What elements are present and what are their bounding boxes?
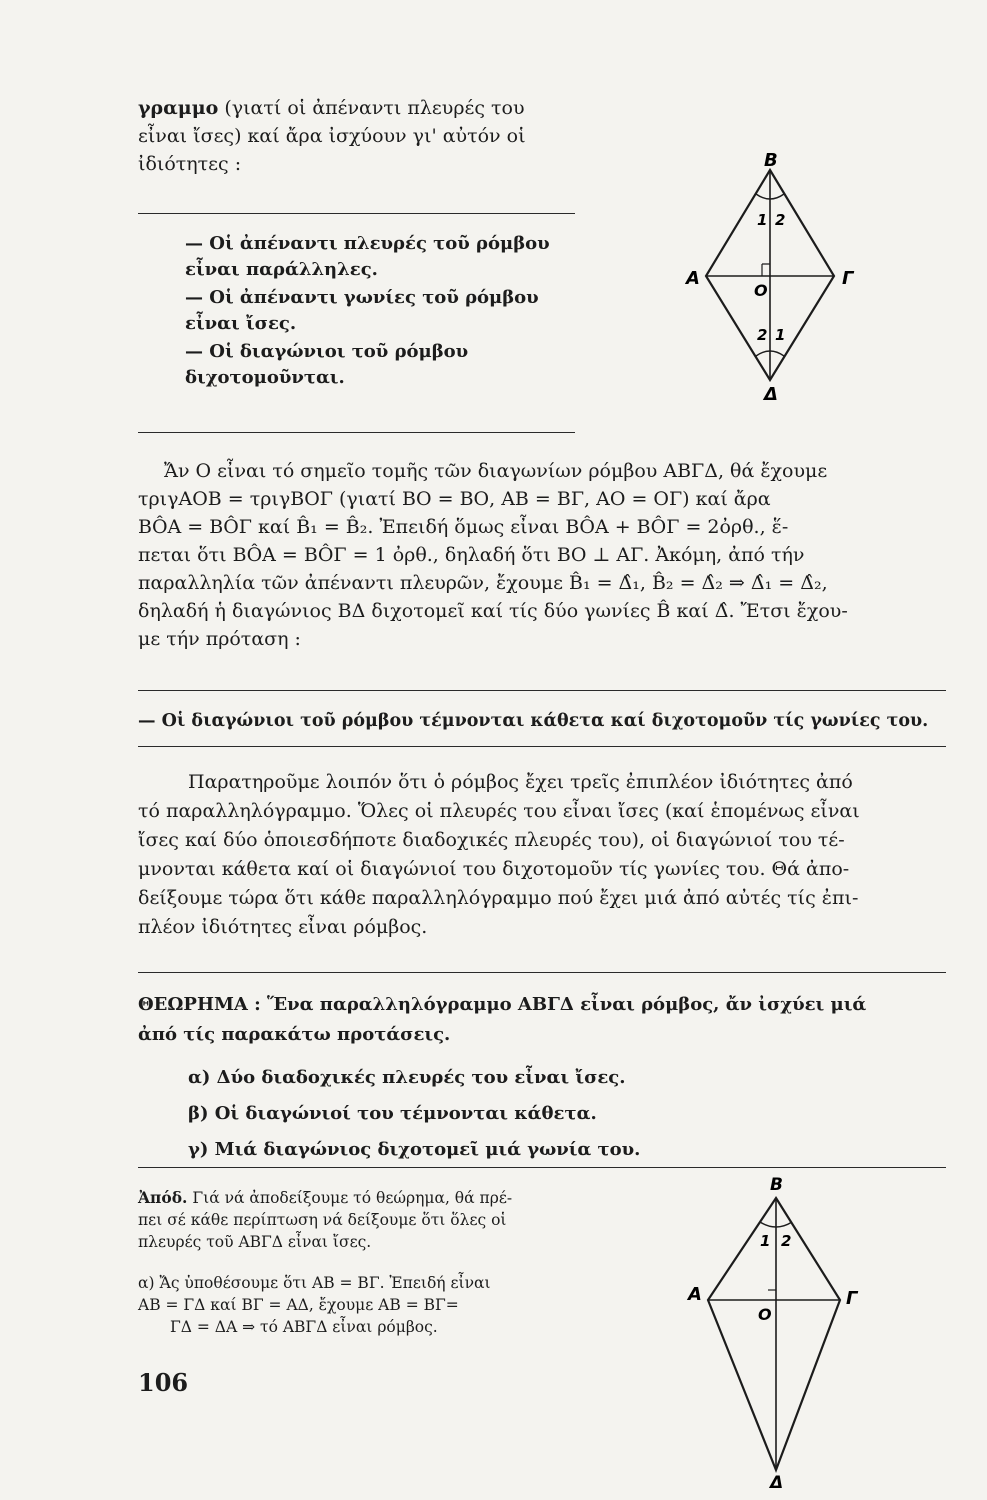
intro-line3: ἰδιότητες :	[138, 153, 242, 175]
intro-word: γραμμο	[138, 97, 219, 119]
apod-line: Γιά νά ἀποδείξουμε τό θεώρημα, θά πρέ-	[187, 1189, 513, 1207]
vertex-b-label: B	[764, 150, 778, 171]
proof-line: τριγΑΟΒ = τριγΒΟΓ (γιατί ΒΟ = ΒΟ, ΑΒ = ΒΓ, ΑΟ = ΟΓ) καί ἄρα	[138, 488, 771, 510]
divider	[138, 1167, 946, 1168]
rhombus-outline	[708, 1198, 840, 1470]
case-a-line: α) Ἄς ὑποθέσουμε ὅτι ΑΒ = ΒΓ. Ἐπειδή εἶναι	[138, 1274, 491, 1292]
angle-d1-label: 1	[775, 326, 786, 344]
angle-b1-label: 1	[757, 211, 768, 229]
property-item: — Οἱ διαγώνιοι τοῦ ρόμβου διχοτομοῦνται.	[185, 341, 469, 388]
vertex-g-label: Γ	[846, 1288, 858, 1309]
vertex-d-label: Δ	[770, 1473, 784, 1492]
apod-case-a	[138, 1272, 598, 1338]
theorem-text: Ἕνα παραλληλόγραμμο ΑΒΓΔ εἶναι ρόμβος, ἄν ἰσχύει μιά	[260, 994, 867, 1015]
apod-line: πει σέ κάθε περίπτωση νά δείξουμε ὅτι ὅλες οἱ	[138, 1211, 507, 1229]
theorem-item: α) Δύο διαδοχικές πλευρές του εἶναι ἴσες.	[188, 1067, 626, 1088]
intro-paragraph	[138, 94, 588, 178]
property-item: — Οἱ ἀπέναντι πλευρές τοῦ ρόμβου εἶναι παράλληλες.	[185, 233, 550, 280]
theorem-text-line2: ἀπό τίς παρακάτω προτάσεις.	[138, 1024, 451, 1045]
angle-b2-label: 2	[775, 211, 786, 229]
divider	[138, 432, 575, 433]
intro-line1: (γιατί οἱ ἀπέναντι πλευρές του	[218, 97, 525, 119]
proof-line: με τήν πρόταση :	[138, 628, 301, 650]
page-number: 106	[138, 1368, 189, 1397]
observation-line: πλέον ἰδιότητες εἶναι ρόμβος.	[138, 916, 428, 938]
proof-line: παραλληλία τῶν ἀπέναντι πλευρῶν, ἔχουμε B̂₁ = Δ̂₁, B̂₂ = Δ̂₂ ⇒ Δ̂₁ = Δ̂₂,	[138, 572, 828, 594]
divider	[138, 746, 946, 747]
divider	[138, 213, 575, 214]
theorem-block	[138, 990, 946, 1050]
vertex-d-label: Δ	[764, 384, 778, 405]
rhombus-figure-2	[672, 1172, 882, 1492]
proof-line: Ἄν Ο εἶναι τό σημεῖο τομῆς τῶν διαγωνίων ρόμβου ΑΒΓΔ, θά ἔχουμε	[164, 460, 828, 482]
observation-line: τό παραλληλόγραμμο. Ὅλες οἱ πλευρές του εἶναι ἴσες (καί ἑπομένως εἶναι	[138, 800, 860, 822]
vertex-a-label: A	[686, 268, 700, 289]
property-item: — Οἱ ἀπέναντι γωνίες τοῦ ρόμβου εἶναι ἴσες.	[185, 287, 539, 334]
proof-paragraph	[138, 457, 946, 653]
rhombus-figure	[672, 148, 872, 408]
case-a-line: ΓΔ = ΔΑ ⇒ τό ΑΒΓΔ εἶναι ρόμβος.	[170, 1318, 438, 1336]
apod-line: πλευρές τοῦ ΑΒΓΔ εἶναι ἴσες.	[138, 1233, 372, 1251]
vertex-a-label: A	[688, 1284, 702, 1305]
observation-line: ἴσες καί δύο ὁποιεσδήποτε διαδοχικές πλευρές του), οἱ διαγώνιοί του τέ-	[138, 829, 845, 851]
intro-line2: εἶναι ἴσες) καί ἄρα ἰσχύουν γι' αὐτόν οἱ	[138, 125, 526, 147]
theorem-item: β) Οἱ διαγώνιοί του τέμνονται κάθετα.	[188, 1103, 597, 1124]
proof-line: δηλαδή ἡ διαγώνιος ΒΔ διχοτομεῖ καί τίς δύο γωνίες B̂ καί Δ̂. Ἔτσι ἔχου-	[138, 600, 848, 622]
vertex-g-label: Γ	[842, 268, 854, 289]
angle-b1-label: 1	[760, 1232, 771, 1250]
properties-list	[185, 231, 590, 393]
point-o-label: O	[754, 281, 768, 300]
angle-d2-label: 2	[757, 326, 768, 344]
angle-b2-label: 2	[781, 1232, 792, 1250]
apod-paragraph	[138, 1187, 588, 1253]
theorem-items	[188, 1060, 888, 1168]
observation-line: δείξουμε τώρα ὅτι κάθε παραλληλόγραμμο πού ἔχει μιά ἀπό αὐτές τίς ἐπι-	[138, 887, 859, 909]
theorem-item: γ) Μιά διαγώνιος διχοτομεῖ μιά γωνία του.	[188, 1139, 641, 1160]
vertex-b-label: B	[770, 1175, 783, 1195]
case-a-line: ΑΒ = ΓΔ καί ΒΓ = ΑΔ, ἔχουμε ΑΒ = ΒΓ=	[138, 1296, 459, 1314]
point-o-label: O	[758, 1305, 772, 1324]
divider	[138, 972, 946, 973]
observation-line: Παρατηροῦμε λοιπόν ὅτι ὁ ρόμβος ἔχει τρεῖς ἐπιπλέον ἰδιότητες ἀπό	[188, 771, 853, 793]
boxed-statement: — Οἱ διαγώνιοι τοῦ ρόμβου τέμνονται κάθετα καί διχοτομοῦν τίς γωνίες του.	[138, 711, 929, 731]
proof-line: ΒÔΑ = ΒÔΓ καί B̂₁ = B̂₂. Ἐπειδή ὅμως εἶναι ΒÔΑ + ΒÔΓ = 2ὀρθ., ἕ-	[138, 516, 789, 538]
right-angle-mark	[762, 264, 770, 276]
observation-paragraph	[138, 768, 946, 942]
apod-label: Ἀπόδ.	[138, 1188, 188, 1207]
observation-line: μνονται κάθετα καί οἱ διαγώνιοί του διχοτομοῦν τίς γωνίες του. Θά ἀπο-	[138, 858, 850, 880]
theorem-label: ΘΕΩΡΗΜΑ :	[138, 994, 261, 1015]
divider	[138, 690, 946, 691]
proof-line: πεται ὅτι ΒÔΑ = ΒÔΓ = 1 ὀρθ., δηλαδή ὅτι ΒΟ ⊥ ΑΓ. Ἀκόμη, ἀπό τήν	[138, 544, 805, 566]
